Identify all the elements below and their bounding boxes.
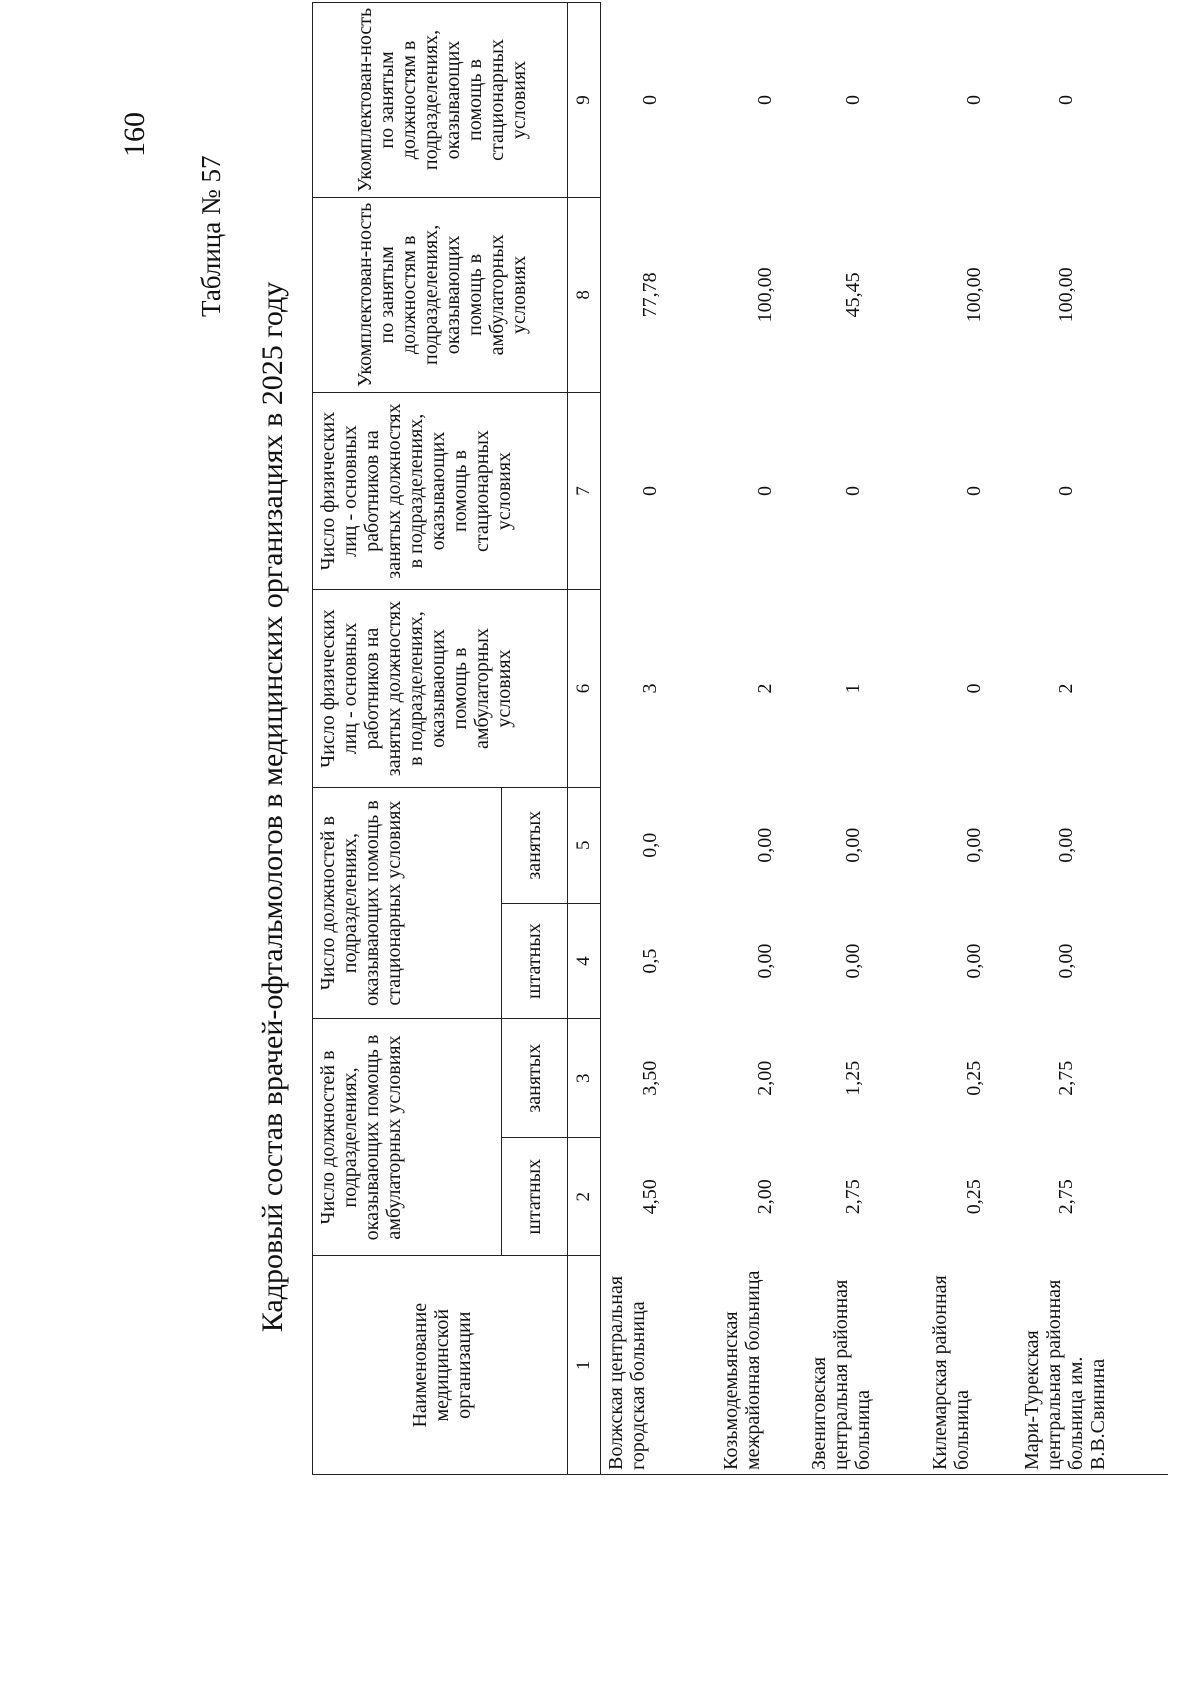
cell-amb-occupied: 1,25 [842,1060,865,1096]
cell-stat-staffing: 0 [842,94,865,105]
table-label: Таблица № 57 [196,155,226,317]
org-name: Волжская центральная городская больница [601,1256,716,1475]
cell-stat-staff: 0,00 [962,943,985,979]
cell-stat-staff: 0,00 [754,943,777,979]
table-row [716,3,804,1475]
column-number: 3 [567,1019,601,1137]
cell-stat-persons: 0 [1055,486,1078,497]
cell-amb-occupied: 3,50 [639,1060,662,1096]
cell-amb-staff: 0,25 [962,1179,985,1215]
subheader-stat-occupied: занятых [502,787,568,903]
cell-stat-occupied: 0,00 [1055,827,1078,863]
cell-amb-persons: 3 [639,683,662,694]
cell-amb-staff: 4,50 [639,1179,662,1215]
column-number: 6 [567,590,601,787]
cell-stat-persons: 0 [842,486,865,497]
column-number: 1 [567,1256,601,1475]
header-amb-positions: Число должностей в подразделениях, оказывающих помощь в амбулаторных условиях [313,1019,502,1256]
org-name: Мари-Турекская центральная районная больница им. В.В.Свинина [1017,1256,1168,1475]
cell-amb-occupied: 2,75 [1055,1060,1078,1096]
cell-amb-persons: 1 [842,683,865,694]
subheader-amb-staff: штатных [502,1137,568,1255]
cell-amb-persons: 2 [1055,683,1078,694]
column-number: 5 [567,787,601,903]
column-number: 8 [567,197,601,392]
cell-stat-persons: 0 [962,486,985,497]
cell-amb-staffing: 45,45 [842,272,865,318]
cell-amb-occupied: 0,25 [962,1060,985,1096]
table-row [601,3,716,1475]
cell-amb-staffing: 77,78 [639,272,662,318]
cell-stat-occupied: 0,0 [639,832,662,858]
cell-stat-staff: 0,5 [639,948,662,974]
cell-amb-persons: 2 [754,683,777,694]
subheader-stat-staff: штатных [502,903,568,1019]
cell-stat-occupied: 0,00 [962,827,985,863]
header-stat-positions: Число должностей в подразделениях, оказывающих помощь в стационарных условиях [313,787,502,1019]
cell-amb-staffing: 100,00 [962,267,985,323]
table-row [925,3,1018,1475]
subheader-amb-occupied: занятых [502,1019,568,1137]
cell-amb-staffing: 100,00 [1055,267,1078,323]
header-amb-staffing: Укомплектован-ность по занятым должностям в подразделениях, оказывающих помощь в амбулаторных условиях [313,197,568,392]
column-number: 2 [567,1137,601,1255]
cell-amb-staff: 2,75 [842,1179,865,1215]
document-title: Кадровый состав врачей-офтальмологов в медицинских организациях в 2025 году [256,281,289,1333]
cell-stat-occupied: 0,00 [754,827,777,863]
header-stat-persons: Число физических лиц - основных работников на занятых должностях в подразделениях, оказывающих помощь в стационарных условиях [313,392,568,589]
cell-amb-staff: 2,75 [1055,1179,1078,1215]
cell-amb-persons: 0 [962,683,985,694]
cell-stat-staffing: 0 [1055,94,1078,105]
cell-amb-staffing: 100,00 [754,267,777,323]
header-stat-staffing: Укомплектован-ность по занятым должностям в подразделениях, оказывающих помощь в стационарных условиях [313,3,568,198]
table-row [804,3,924,1475]
cell-stat-occupied: 0,00 [842,827,865,863]
org-name: Звениговская центральная районная больница [804,1256,924,1475]
cell-amb-occupied: 2,00 [754,1060,777,1096]
org-name: Козьмодемьянская межрайонная больница [716,1256,804,1475]
cell-stat-persons: 0 [639,486,662,497]
cell-stat-staff: 0,00 [842,943,865,979]
cell-stat-staffing: 0 [962,94,985,105]
org-name: Килемарская районная больница [925,1256,1018,1475]
cell-stat-staffing: 0 [754,94,777,105]
staffing-table [312,2,1168,1475]
header-org: Наименование медицинской организации [313,1256,568,1475]
column-number: 7 [567,392,601,589]
column-number: 9 [567,3,601,198]
table-row [1017,3,1168,1475]
cell-stat-staff: 0,00 [1055,943,1078,979]
cell-amb-staff: 2,00 [754,1179,777,1215]
cell-stat-persons: 0 [754,486,777,497]
page-number: 160 [118,112,151,157]
header-amb-persons: Число физических лиц - основных работников на занятых должностях в подразделениях, оказывающих помощь в амбулаторных условиях [313,590,568,787]
cell-stat-staffing: 0 [639,94,662,105]
column-number: 4 [567,903,601,1019]
